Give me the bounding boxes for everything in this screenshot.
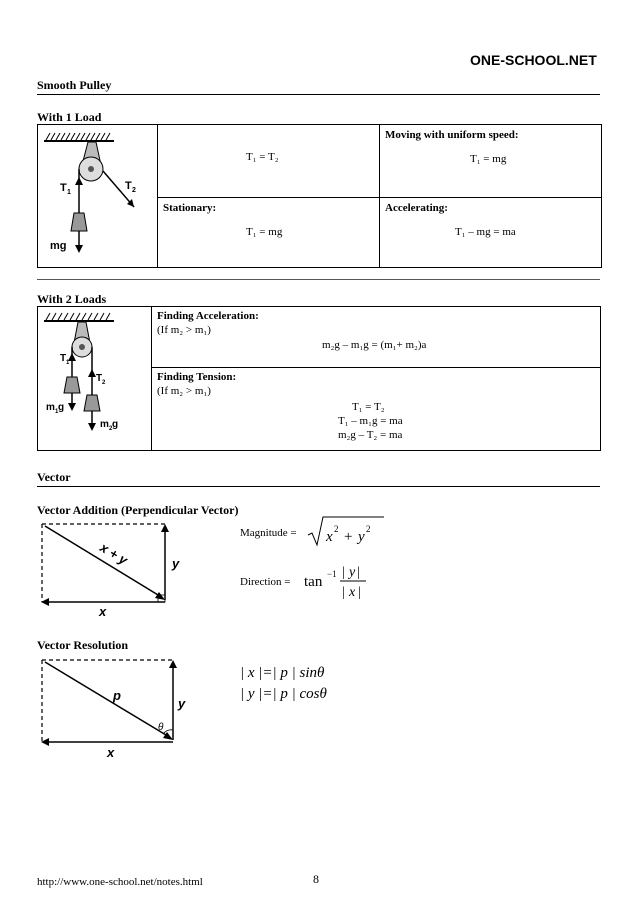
acceleration-condition: (If m₂ > m₁) <box>157 324 211 336</box>
vector-resolution-diagram <box>37 654 197 762</box>
eq-acceleration: m₂g – m₁g = (m₁+ m₂)a <box>322 339 427 351</box>
eq-tension-2: T₁ – m₁g = ma <box>338 414 403 427</box>
one-load-table <box>37 124 602 268</box>
subsection-title-two-loads: With 2 Loads <box>37 292 107 306</box>
svg-text:g: g <box>58 402 65 413</box>
footer-url: http://www.one-school.net/notes.html <box>37 876 203 888</box>
svg-text:x: x <box>349 585 356 600</box>
label-finding-tension: Finding Tension: <box>157 370 237 383</box>
svg-text:2: 2 <box>109 426 113 432</box>
cell-finding-acceleration <box>152 307 601 368</box>
label-accelerating: Accelerating: <box>385 202 448 215</box>
label-m1g: m <box>46 402 55 413</box>
cell-stationary <box>158 198 380 268</box>
label-p: p <box>113 688 121 703</box>
vector-addition-diagram <box>37 518 197 618</box>
label-y: y <box>172 556 180 571</box>
svg-text:x: x <box>326 529 333 545</box>
section-divider <box>37 94 600 95</box>
magnitude-label: Magnitude = <box>240 527 297 539</box>
two-loads-table <box>37 306 601 451</box>
direction-label: Direction = <box>240 576 291 588</box>
subsection-title-one-load: With 1 Load <box>37 110 102 124</box>
svg-text:2: 2 <box>102 380 106 386</box>
section-divider <box>37 279 600 280</box>
svg-text:y: y <box>349 565 356 580</box>
eq-uniform-speed: T₁ = mg <box>470 153 507 165</box>
two-loads-pulley-diagram <box>38 307 151 445</box>
site-brand: ONE-SCHOOL.NET <box>470 52 597 68</box>
tension-condition: (If m₂ > m₁) <box>157 384 211 397</box>
cell-accelerating <box>380 198 602 268</box>
one-load-pulley-diagram <box>38 125 157 262</box>
label-m2g: m <box>100 419 109 430</box>
label-mg: mg <box>50 240 67 252</box>
cell-finding-tension <box>152 367 601 450</box>
label-theta: θ <box>158 722 164 733</box>
subsection-title-vector-resolution: Vector Resolution <box>37 638 128 652</box>
eq-t1-equals-t2: T₁ = T₂ <box>246 151 279 163</box>
svg-text:|: | <box>357 565 360 580</box>
cell-uniform-speed <box>380 125 602 198</box>
eq-accelerating: T₁ – mg = ma <box>455 226 516 239</box>
svg-text:2: 2 <box>366 524 371 534</box>
two-loads-diagram-cell <box>38 307 152 451</box>
section-divider <box>37 486 600 487</box>
label-uniform-speed: Moving with uniform speed: <box>385 129 519 141</box>
label-t2: T <box>125 180 132 192</box>
one-load-diagram-cell <box>38 125 158 268</box>
svg-text:|: | <box>342 565 345 580</box>
eq-tension-1: T₁ = T₂ <box>352 400 385 413</box>
section-title-vector: Vector <box>37 470 71 484</box>
cell-tension-equal <box>158 125 380 198</box>
label-finding-acceleration: Finding Acceleration: <box>157 310 259 322</box>
label-t1: T <box>60 182 67 194</box>
svg-text:1: 1 <box>67 189 71 196</box>
direction-formula <box>302 560 372 604</box>
eq-y-component: | y |=| p | cosθ <box>240 686 327 702</box>
eq-tension-3: m₂g – T₂ = ma <box>338 428 403 441</box>
svg-text:2: 2 <box>334 524 339 534</box>
svg-text:+: + <box>344 529 353 545</box>
magnitude-formula <box>306 514 386 548</box>
section-title-smooth-pulley: Smooth Pulley <box>37 78 112 92</box>
svg-text:|: | <box>358 585 361 600</box>
label-t1: T <box>60 353 67 364</box>
label-stationary: Stationary: <box>163 202 217 215</box>
svg-text:−1: −1 <box>327 569 337 579</box>
subsection-title-vector-addition: Vector Addition (Perpendicular Vector) <box>37 503 239 517</box>
svg-text:g: g <box>112 419 119 430</box>
label-x-plus-y: x + y <box>97 539 131 568</box>
eq-stationary: T₁ = mg <box>246 226 283 239</box>
label-t2: T <box>96 373 103 384</box>
eq-x-component: | x |=| p | sinθ <box>240 665 325 681</box>
label-x: x <box>99 604 107 618</box>
svg-text:1: 1 <box>66 360 70 366</box>
svg-text:y: y <box>358 529 365 545</box>
page-number: 8 <box>313 872 319 886</box>
svg-text:1: 1 <box>55 409 59 415</box>
label-y: y <box>178 696 186 711</box>
svg-text:|: | <box>342 585 345 600</box>
svg-text:2: 2 <box>132 187 136 194</box>
svg-text:tan: tan <box>304 574 323 590</box>
label-x: x <box>107 745 115 760</box>
